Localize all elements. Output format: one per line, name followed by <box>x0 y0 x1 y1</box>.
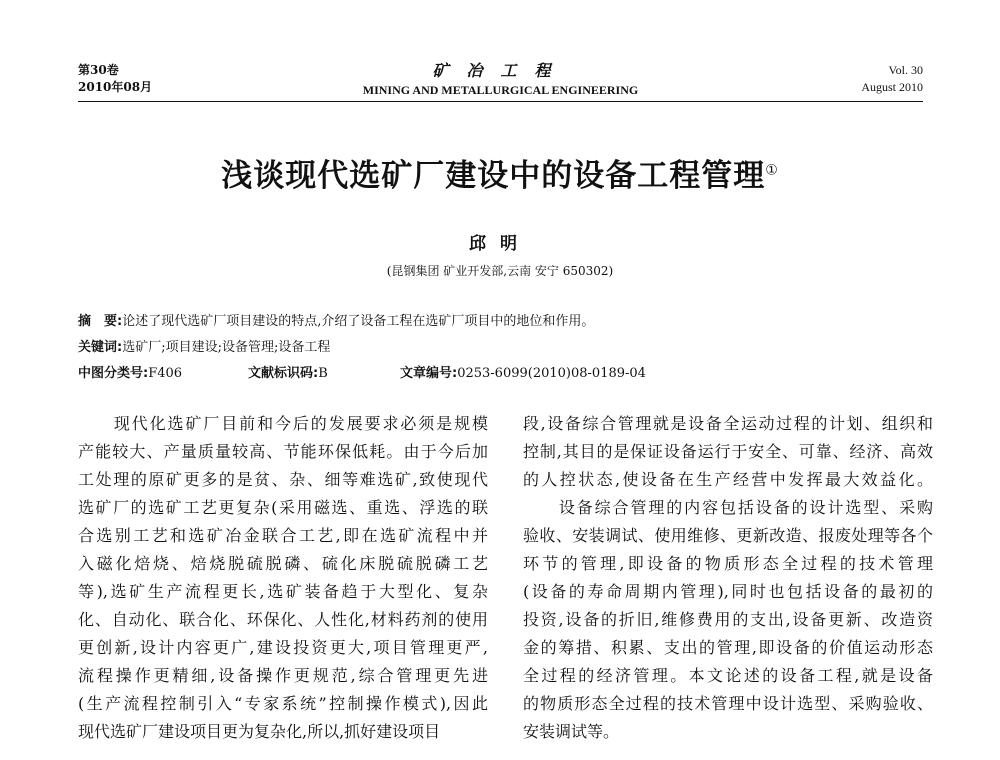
body-line: 的物质形态全过程的技术管理中设计选型、采购验收、 <box>523 694 933 713</box>
doc-code-field <box>248 362 328 381</box>
header-right <box>861 62 923 96</box>
body-line: 段,设备综合管理就是设备全运动过程的计划、组织和 <box>523 414 933 433</box>
doc-code-label: 文献标识码: <box>248 366 319 381</box>
keywords-label: 关键词: <box>78 340 123 355</box>
doc-code-value: B <box>318 366 328 381</box>
clc-label: 中图分类号: <box>78 366 149 381</box>
header-divider <box>78 101 923 102</box>
body-line: 选矿厂的选矿工艺更复杂(采用磁选、重选、浮选的联 <box>78 498 488 517</box>
abstract <box>78 310 594 329</box>
body-line: 化、自动化、联合化、环保化、人性化,材料药剂的使用 <box>78 610 488 629</box>
body-line: 控制,其目的是保证设备运行于安全、可靠、经济、高效 <box>523 442 933 461</box>
body-line: 的人控状态,使设备在生产经营中发挥最大效益化。 <box>523 470 933 489</box>
running-header <box>78 62 923 102</box>
body-line: 入磁化焙烧、焙烧脱硫脱磷、硫化床脱硫脱磷工艺 <box>78 554 488 573</box>
clc-field <box>78 366 182 381</box>
article-title <box>0 150 1000 195</box>
volume-en: Vol. 30 <box>888 63 923 77</box>
body-line: 验收、安装调试、使用维修、更新改造、报废处理等各个 <box>523 526 933 545</box>
body-line: 环节的管理,即设备的物质形态全过程的技术管理 <box>523 554 933 573</box>
article-no-label: 文章编号: <box>400 366 458 381</box>
body-line: 现代化选矿厂目前和今后的发展要求必须是规模 <box>78 414 488 433</box>
date-cn: 2010年08月 <box>78 80 153 94</box>
footnote-mark: ① <box>765 162 779 179</box>
author-name: 邱明 <box>469 234 531 254</box>
body-line: 全过程的经济管理。本文论述的设备工程,就是设备 <box>523 666 933 685</box>
body-line: 产能较大、产量质量较高、节能环保低耗。由于今后加 <box>78 442 488 461</box>
keywords-text: 选矿厂;项目建设;设备管理;设备工程 <box>122 340 331 355</box>
body-line: 现代选矿厂建设项目更为复杂化,所以,抓好建设项目 <box>78 722 441 741</box>
body-column-right <box>523 410 933 746</box>
body-line: 金的筹措、积累、支出的管理,即设备的价值运动形态 <box>523 638 933 657</box>
article-no-value: 0253-6099(2010)08-0189-04 <box>457 366 646 381</box>
body-line: 更创新,设计内容更广,建设投资更大,项目管理更严, <box>78 638 488 657</box>
keywords <box>78 336 330 355</box>
body-line: (生产流程控制引入“专家系统”控制操作模式),因此 <box>78 694 488 713</box>
journal-title-cn: 矿冶工程 <box>432 61 569 80</box>
article-title-text: 浅谈现代选矿厂建设中的设备工程管理 <box>221 158 766 194</box>
body-line: 工处理的原矿更多的是贫、杂、细等难选矿,致使现代 <box>78 470 488 489</box>
header-center <box>78 62 923 99</box>
body-line: (设备的寿命周期内管理),同时也包括设备的最初的 <box>523 582 933 601</box>
body-column-left <box>78 410 488 746</box>
classification-line <box>78 362 646 381</box>
volume-cn: 第30卷 <box>78 63 119 77</box>
body-line: 设备综合管理的内容包括设备的设计选型、采购 <box>523 498 933 517</box>
body-line: 流程操作更精细,设备操作更规范,综合管理更先进 <box>78 666 488 685</box>
journal-title-en: MINING AND METALLURGICAL ENGINEERING <box>362 83 639 97</box>
abstract-label: 摘 要: <box>78 314 123 329</box>
body-line: 安装调试等。 <box>523 722 620 741</box>
date-en: August 2010 <box>861 80 923 94</box>
article-no-field <box>400 362 646 381</box>
body-line: 合选别工艺和选矿冶金联合工艺,即在选矿流程中并 <box>78 526 488 545</box>
author-affiliation: (昆钢集团 矿业开发部,云南 安宁 650302) <box>386 264 614 278</box>
abstract-text: 论述了现代选矿厂项目建设的特点,介绍了设备工程在选矿厂项目中的地位和作用。 <box>122 314 595 329</box>
body-line: 等),选矿生产流程更长,选矿装备趋于大型化、复杂 <box>78 582 488 601</box>
body-line: 投资,设备的折旧,维修费用的支出,设备更新、改造资 <box>523 610 933 629</box>
clc-value: F406 <box>148 366 183 381</box>
